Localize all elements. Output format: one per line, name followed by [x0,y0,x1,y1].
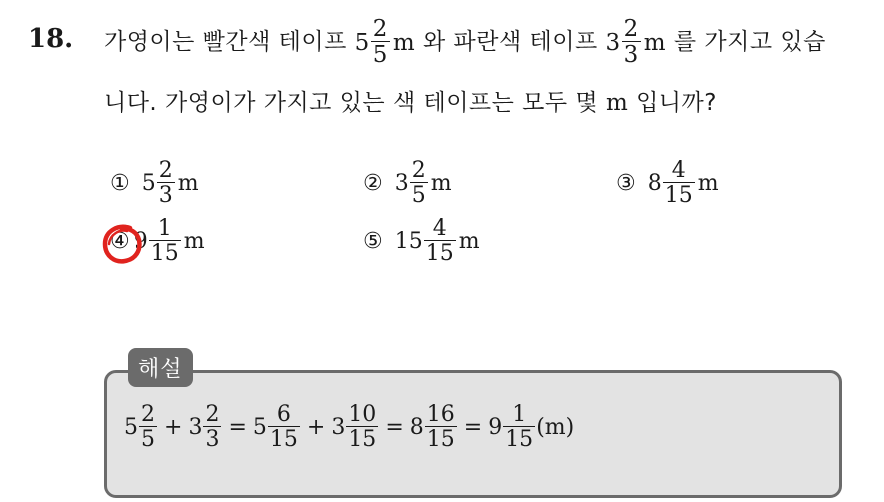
choice-1[interactable] [110,160,199,207]
term-2 [188,404,222,451]
numerator: 1 [512,402,527,427]
question-text-1b: 와 파란색 테이프 [423,29,598,55]
whole-part: 9 [133,229,148,254]
unit: m [458,229,480,254]
denominator: 15 [425,241,454,266]
choice-3[interactable] [616,160,719,207]
term-6 [488,404,536,451]
choice-marker: ① [110,171,130,196]
term-3 [253,404,301,451]
numerator: 16 [426,402,455,427]
whole-part: 5 [354,29,370,56]
term-1 [124,404,158,451]
numerator: 2 [372,16,388,42]
numerator: 2 [205,402,220,427]
numerator: 10 [348,402,377,427]
fraction [622,18,641,67]
denominator: 15 [426,427,455,452]
result-unit: (m) [536,415,575,440]
fraction [424,218,456,265]
numerator: 2 [623,16,639,42]
whole-part: 8 [647,171,662,196]
unit: m [605,90,629,116]
explanation-label: 해설 [128,348,193,387]
red-tape-length [355,18,416,67]
choice-marker: ④ [110,229,130,254]
numerator: 2 [141,402,155,427]
unit: m [177,171,199,196]
whole-part: 3 [394,171,409,196]
numerator: 2 [411,158,426,183]
unit: m [697,171,719,196]
denominator: 3 [205,427,220,452]
question-text-2b: 입니까? [636,90,717,116]
numerator: 4 [432,216,447,241]
question-text-2a: 니다. 가영이가 가지고 있는 색 테이프는 모두 몇 [104,90,599,116]
choice-value [134,218,205,265]
solution-equation [124,404,574,451]
unit: m [183,229,205,254]
question-line-2 [104,84,717,117]
fraction [203,404,221,451]
fraction [425,404,457,451]
whole-part: 5 [141,171,156,196]
term-4 [331,404,379,451]
numerator: 6 [276,402,291,427]
answer-circle-mark [100,222,144,266]
choice-5[interactable] [363,218,480,265]
fraction [149,218,181,265]
denominator: 5 [141,427,155,452]
question-line-1 [104,18,826,67]
fraction [139,404,157,451]
denominator: 15 [150,241,179,266]
fraction [410,160,428,207]
whole-part: 15 [394,229,423,254]
unit: m [392,29,416,56]
denominator: 3 [158,183,173,208]
unit: m [430,171,452,196]
denominator: 5 [411,183,426,208]
unit: m [643,29,667,56]
denominator: 5 [372,42,388,68]
equals-sign: = [385,415,404,440]
choice-2[interactable] [363,160,452,207]
choice-value [648,160,719,207]
question-number: 18. [28,24,74,54]
choice-marker: ② [363,171,383,196]
fraction [157,160,175,207]
choice-value [395,160,452,207]
choice-value [142,160,199,207]
denominator: 15 [505,427,534,452]
numerator: 1 [157,216,172,241]
denominator: 3 [623,42,639,68]
fraction [503,404,535,451]
numerator: 4 [671,158,686,183]
question-text-1a: 가영이는 빨간색 테이프 [104,29,347,55]
whole-part: 3 [331,415,346,440]
term-5 [410,404,458,451]
whole-part: 5 [124,415,138,440]
numerator: 2 [158,158,173,183]
question-text-1c: 를 가지고 있습 [673,29,826,55]
denominator: 15 [348,427,377,452]
whole-part: 9 [488,415,503,440]
whole-part: 5 [252,415,267,440]
fraction [268,404,300,451]
whole-part: 3 [188,415,203,440]
denominator: 15 [664,183,693,208]
equals-sign: = [463,415,483,440]
fraction [346,404,378,451]
whole-part: 8 [409,415,424,440]
fraction [663,160,695,207]
blue-tape-length [606,18,667,67]
equals-sign: = [228,415,247,440]
plus-sign: + [164,415,183,440]
fraction [371,18,390,67]
choice-marker: ⑤ [363,229,383,254]
choice-value [395,218,480,265]
choice-marker: ③ [616,171,636,196]
whole-part: 3 [605,29,621,56]
denominator: 15 [269,427,298,452]
plus-sign: + [306,415,326,440]
